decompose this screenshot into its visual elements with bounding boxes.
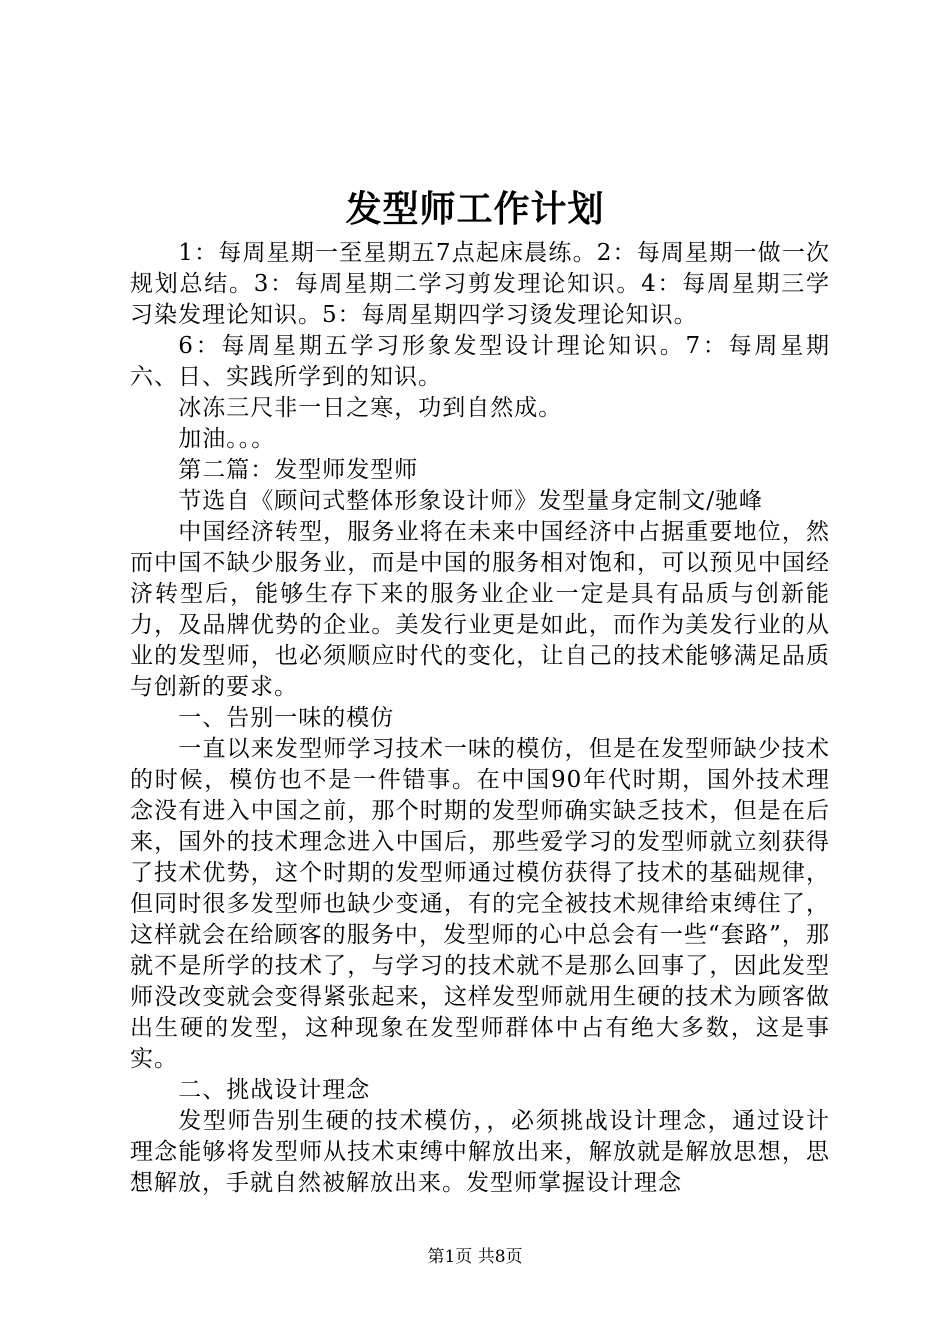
- paragraph-imitation: 一直以来发型师学习技术一味的模仿，但是在发型师缺少技术的时候，模仿也不是一件错事。在中国90年代时期，国外技术理念没有进入中国之前，那个时期的发型师确实缺乏技术，但是在后来，国外的技术理念进入中国后，那些爱学习的发型师就立刻获得了技术优势，这个时期的发型师通过模仿获得了技术的基础规律，但同时很多发型师也缺少变通，有的完全被技术规律给束缚住了，这样就会在给顾客的服务中，发型师的心中总会有一些“套路”，那就不是所学的技术了，与学习的技术就不是那么回事了，因此发型师没改变就会变得紧张起来，这样发型师就用生硬的技术为顾客做出生硬的发型，这种现象在发型师群体中占有绝大多数，这是事实。: [130, 736, 830, 1072]
- document-body: [130, 238, 830, 1199]
- paragraph-design-concept: 发型师告别生硬的技术模仿，，必须挑战设计理念，通过设计理念能够将发型师从技术束缚中解放出来，解放就是解放思想，思想解放，手就自然被解放出来。发型师掌握设计理念: [130, 1108, 830, 1196]
- paragraph-intro: 中国经济转型，服务业将在未来中国经济中占据重要地位，然而中国不缺少服务业，而是中国的服务相对饱和，可以预见中国经济转型后，能够生存下来的服务业企业一定是具有品质与创新能力，及品牌优势的企业。美发行业更是如此，而作为美发行业的从业的发型师，也必须顺应时代的变化，让自己的技术能够满足品质与创新的要求。: [130, 519, 830, 700]
- page-number-footer: 第1页 共8页: [427, 1247, 523, 1267]
- paragraph-excerpt-source: 节选自《顾问式整体形象设计师》发型量身定制文/驰峰: [178, 488, 764, 514]
- document-title: 发型师工作计划: [345, 188, 605, 230]
- paragraph-cheer: 加油。。。: [178, 426, 276, 452]
- section-heading-2: 二、挑战设计理念: [178, 1077, 371, 1103]
- paragraph-schedule: 1：每周星期一至星期五7点起床晨练。2：每周星期一做一次规划总结。3：每周星期二学习剪发理论知识。4：每周星期三学习染发理论知识。5：每周星期四学习烫发理论知识。: [130, 240, 830, 328]
- section-heading-1: 一、告别一味的模仿: [178, 705, 395, 731]
- paragraph-motto: 冰冻三尺非一日之寒，功到自然成。: [178, 395, 563, 421]
- paragraph-schedule-cont: 6：每周星期五学习形象发型设计理论知识。7：每周星期六、日、实践所学到的知识。: [130, 333, 830, 390]
- section-heading-part-two: 第二篇：发型师发型师: [178, 457, 419, 483]
